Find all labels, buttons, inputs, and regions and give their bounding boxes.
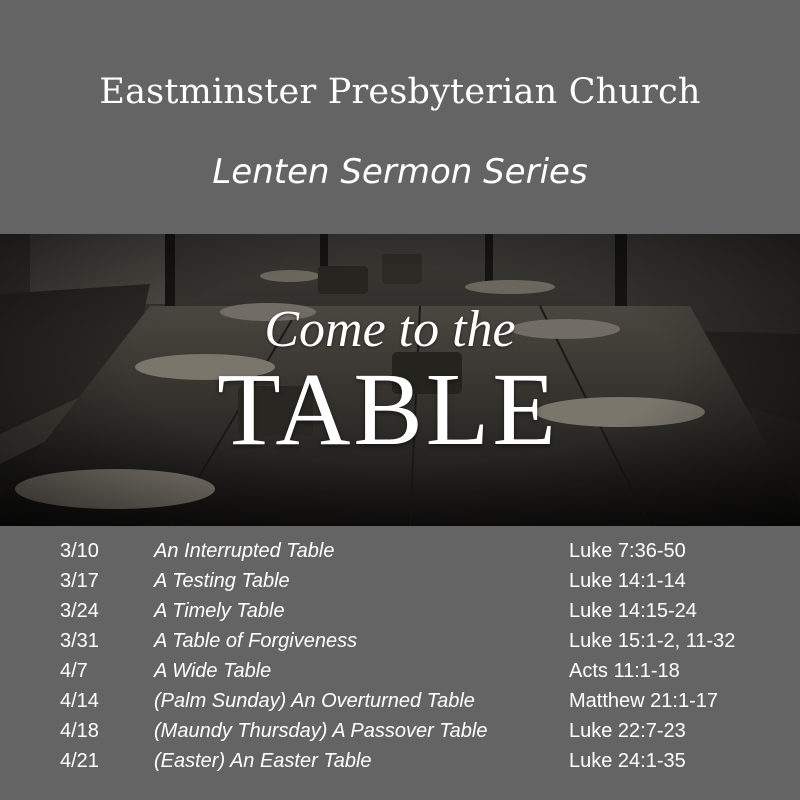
- sermon-date: 4/21: [60, 750, 99, 772]
- scripture-reference: Luke 14:15-24: [569, 600, 697, 622]
- schedule-row: [0, 598, 800, 628]
- sermon-title: A Table of Forgiveness: [154, 630, 358, 652]
- schedule-row: [0, 538, 800, 568]
- schedule-row: [0, 748, 800, 778]
- schedule-row: [0, 568, 800, 598]
- sermon-date: 4/18: [60, 720, 99, 742]
- header: [0, 0, 800, 234]
- sermon-date: 4/7: [60, 660, 88, 682]
- sermon-date: 4/14: [60, 690, 99, 712]
- sermon-date: 3/17: [60, 570, 99, 592]
- banner-line-come-to-the: Come to the: [264, 301, 516, 358]
- schedule-row: [0, 628, 800, 658]
- scripture-reference: Luke 7:36-50: [569, 540, 686, 562]
- sermon-title: A Timely Table: [154, 600, 285, 622]
- sermon-title: An Interrupted Table: [154, 540, 335, 562]
- sermon-date: 3/24: [60, 600, 99, 622]
- sermon-title: (Easter) An Easter Table: [154, 750, 372, 772]
- series-label: Lenten Sermon Series: [212, 152, 588, 192]
- sermon-date: 3/31: [60, 630, 99, 652]
- church-name: Eastminster Presbyterian Church: [99, 72, 701, 112]
- sermon-title: (Palm Sunday) An Overturned Table: [154, 690, 475, 712]
- schedule-row: [0, 718, 800, 748]
- scripture-reference: Luke 15:1-2, 11-32: [569, 630, 736, 652]
- scripture-reference: Luke 22:7-23: [569, 720, 686, 742]
- sermon-date: 3/10: [60, 540, 99, 562]
- schedule-row: [0, 658, 800, 688]
- sermon-schedule: [0, 538, 800, 778]
- sermon-title: A Testing Table: [154, 570, 290, 592]
- scripture-reference: Luke 24:1-35: [569, 750, 686, 772]
- scripture-reference: Luke 14:1-14: [569, 570, 686, 592]
- banner-line-table: TABLE: [217, 352, 559, 467]
- sermon-title: (Maundy Thursday) A Passover Table: [154, 720, 488, 742]
- scripture-reference: Matthew 21:1-17: [569, 690, 718, 712]
- schedule-row: [0, 688, 800, 718]
- scripture-reference: Acts 11:1-18: [569, 660, 680, 682]
- sermon-title: A Wide Table: [154, 660, 272, 682]
